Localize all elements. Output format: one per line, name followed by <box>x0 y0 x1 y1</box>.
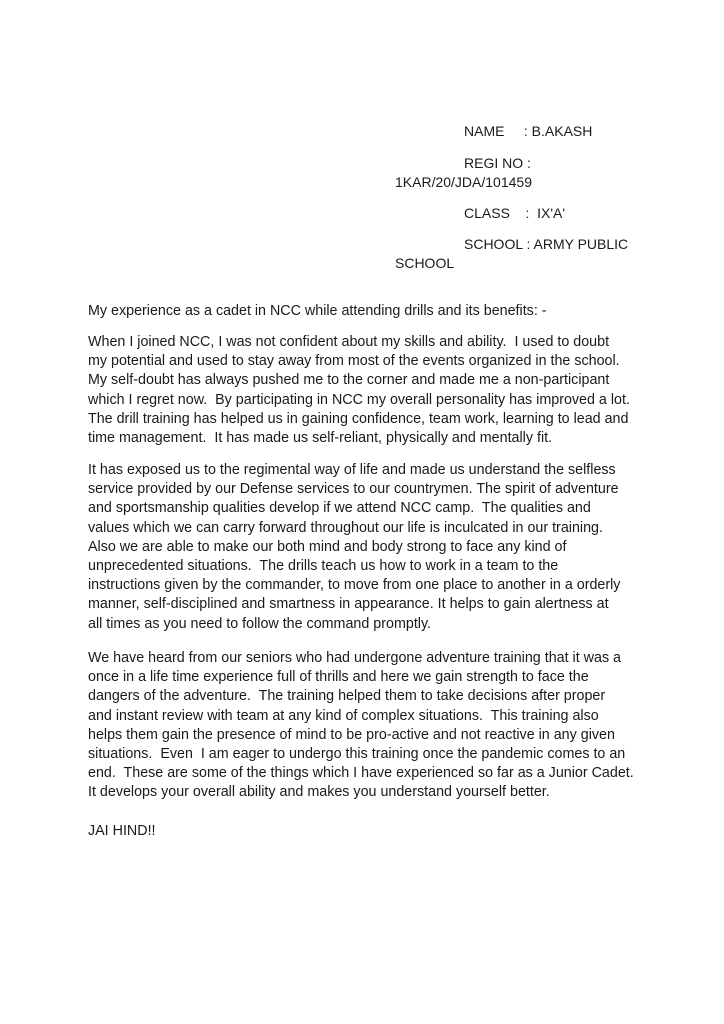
paragraph-2 <box>88 461 648 634</box>
paragraph-line: dangers of the adventure. The training helped them to take decisions after proper <box>88 688 606 705</box>
paragraph-line: It develops your overall ability and makes you understand yourself better. <box>88 784 550 801</box>
header-regi-value: 1KAR/20/JDA/101459 <box>395 174 532 190</box>
paragraph-line: It has exposed us to the regimental way of life and made us understand the selfless <box>88 462 616 478</box>
paragraph-line: The drill training has helped us in gaining confidence, team work, learning to lead and <box>88 410 629 427</box>
paragraph-line: which I regret now. By participating in NCC my overall personality has improved a lot. <box>88 391 630 408</box>
paragraph-line: once in a life time experience full of thrills and here we gain strength to face the <box>88 669 589 686</box>
paragraph-line: We have heard from our seniors who had undergone adventure training that it was a <box>88 650 622 666</box>
paragraph-line: my potential and used to stay away from most of the events organized in the school. <box>88 353 620 370</box>
paragraph-line: service provided by our Defense services to our countrymen. The spirit of adventure <box>88 481 619 498</box>
paragraph-line: Also we are able to make our both mind and body strong to face any kind of <box>88 538 567 555</box>
paragraph-line: unprecedented situations. The drills teach us how to work in a team to the <box>88 558 559 575</box>
header-school-label: SCHOOL : ARMY PUBLIC <box>464 236 629 252</box>
paragraph-line: helps them gain the presence of mind to be pro-active and not reactive in any given <box>88 726 615 743</box>
paragraph-line: and sportsmanship qualities develop if we attend NCC camp. The qualities and <box>88 500 591 517</box>
header-class: CLASS : IX'A' <box>464 205 566 221</box>
paragraph-line: situations. Even I am eager to undergo this training once the pandemic comes to an <box>88 746 626 763</box>
paragraph-line: My self-doubt has always pushed me to the corner and made me a non-participant <box>88 372 610 389</box>
header-name: NAME : B.AKASH <box>464 123 593 139</box>
header-school-cont: SCHOOL <box>395 255 455 271</box>
paragraph-line: manner, self-disciplined and smartness in appearance. It helps to gain alertness at <box>88 596 609 613</box>
paragraph-line: values which we can carry forward throughout our life is inculcated in our training. <box>88 519 603 536</box>
header-regi-label: REGI NO : <box>464 155 531 171</box>
intro-line: My experience as a cadet in NCC while attending drills and its benefits: - <box>88 303 547 319</box>
paragraph-line: When I joined NCC, I was not confident about my skills and ability. I used to doubt <box>88 334 610 350</box>
paragraph-line: all times as you need to follow the command promptly. <box>88 615 432 632</box>
paragraph-1 <box>88 333 648 448</box>
paragraph-line: and instant review with team at any kind of complex situations. This training also <box>88 707 599 724</box>
paragraph-line: time management. It has made us self-reliant, physically and mentally fit. <box>88 430 553 447</box>
paragraph-line: instructions given by the commander, to move from one place to another in a orderly <box>88 577 621 594</box>
paragraph-3 <box>88 649 648 803</box>
closing-line: JAI HIND!! <box>88 823 156 839</box>
paragraph-line: end. These are some of the things which I have experienced so far as a Junior Cadet. <box>88 765 634 782</box>
